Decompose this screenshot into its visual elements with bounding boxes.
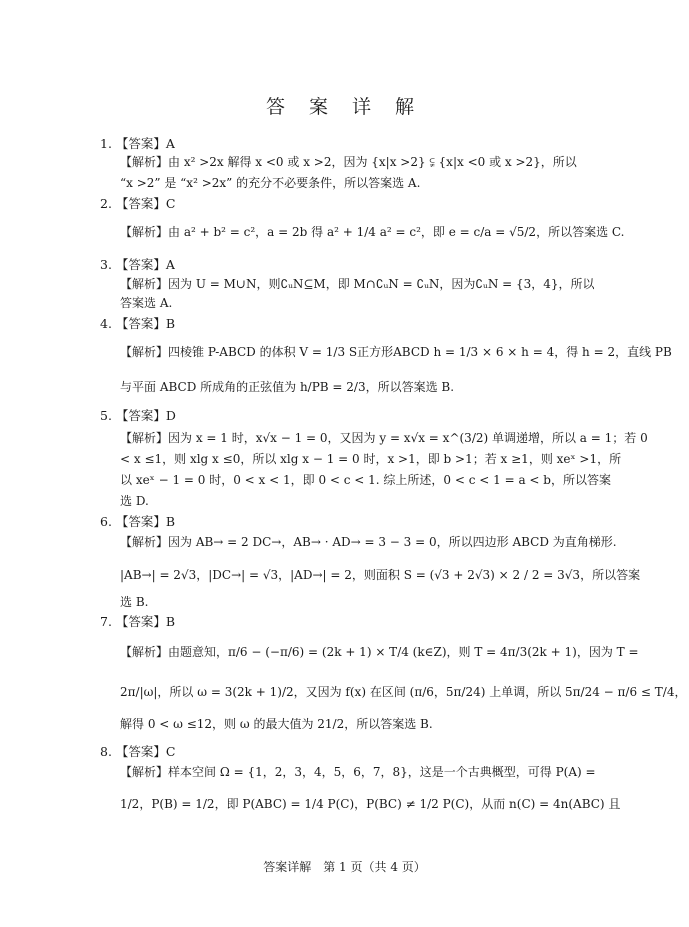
page-title: 答 案 详 解 <box>265 96 424 118</box>
answer-label: 【答案】A <box>115 136 175 151</box>
q1-explanation-line-2: “x >2” 是 “x² >2x” 的充分不必要条件，所以答案选 A. <box>120 176 421 190</box>
question-number: 8. <box>100 744 112 759</box>
question-number: 1. <box>100 136 112 151</box>
q5-explanation-line-1: 【解析】因为 x = 1 时，x√x − 1 = 0，又因为 y = x√x = x^(3/2) 单调递增，所以 a = 1；若 0 <box>120 431 648 445</box>
q3-explanation-line-1: 【解析】因为 U = M∪N，则∁ᵤN⊆M，即 M∩∁ᵤN = ∁ᵤN，因为∁ᵤN = {3，4}，所以 <box>120 277 595 291</box>
question-2-answer <box>100 195 176 213</box>
answer-label: 【答案】C <box>115 196 176 211</box>
q1-explanation-line-1: 【解析】由 x² >2x 解得 x <0 或 x >2，因为 {x|x >2} ⫋ {x|x <0 或 x >2}，所以 <box>120 155 577 169</box>
question-number: 5. <box>100 408 112 423</box>
q7-explanation-line-3: 解得 0 < ω ≤12，则 ω 的最大值为 21/2，所以答案选 B. <box>120 717 433 731</box>
answer-label: 【答案】D <box>115 408 176 423</box>
question-number: 3. <box>100 257 112 272</box>
answer-label: 【答案】C <box>115 744 176 759</box>
q5-explanation-line-4: 选 D. <box>120 494 149 508</box>
question-number: 4. <box>100 316 112 331</box>
page-footer: 答案详解 第 1 页（共 4 页） <box>263 860 426 874</box>
q3-explanation-line-2: 答案选 A. <box>120 296 173 310</box>
question-number: 6. <box>100 514 112 529</box>
question-5-answer <box>100 407 176 425</box>
q5-explanation-line-3: 以 xeˣ − 1 = 0 时，0 < x < 1，即 0 < c < 1. 综上所述，0 < c < 1 = a < b，所以答案 <box>120 473 611 487</box>
answer-label: 【答案】B <box>115 316 176 331</box>
question-number: 2. <box>100 196 112 211</box>
question-3-answer <box>100 256 175 274</box>
q2-explanation-line-1: 【解析】由 a² + b² = c²，a = 2b 得 a² + 1/4 a² = c²，即 e = c/a = √5/2，所以答案选 C. <box>120 225 625 239</box>
question-1-answer <box>100 135 175 153</box>
q4-explanation-line-2: 与平面 ABCD 所成角的正弦值为 h/PB = 2/3，所以答案选 B. <box>120 380 455 394</box>
question-6-answer <box>100 513 175 531</box>
q8-explanation-line-1: 【解析】样本空间 Ω = {1，2，3，4，5，6，7，8}，这是一个古典概型，可得 P(A) = <box>120 765 596 779</box>
q5-explanation-line-2: < x ≤1，则 xlg x ≤0，所以 xlg x − 1 = 0 时，x >1，即 b >1；若 x ≥1，则 xeˣ >1，所 <box>120 452 622 466</box>
q6-explanation-line-2: |AB→| = 2√3，|DC→| = √3，|AD→| = 2，则面积 S = (√3 + 2√3) × 2 / 2 = 3√3，所以答案 <box>120 568 641 582</box>
question-7-answer <box>100 613 175 631</box>
q6-explanation-line-1: 【解析】因为 AB→ = 2 DC→，AB→ · AD→ = 3 − 3 = 0，所以四边形 ABCD 为直角梯形. <box>120 535 617 549</box>
answer-label: 【答案】B <box>115 614 176 629</box>
q4-explanation-line-1: 【解析】四棱锥 P-ABCD 的体积 V = 1/3 S正方形ABCD h = 1/3 × 6 × h = 4，得 h = 2，直线 PB <box>120 345 672 359</box>
q8-explanation-line-2: 1/2，P(B) = 1/2，即 P(ABC) = 1/4 P(C)，P(BC) ≠ 1/2 P(C)，从而 n(C) = 4n(ABC) 且 <box>120 797 621 811</box>
question-4-answer <box>100 315 175 333</box>
question-number: 7. <box>100 614 112 629</box>
q6-explanation-line-3: 选 B. <box>120 595 149 609</box>
question-8-answer <box>100 743 176 761</box>
q7-explanation-line-1: 【解析】由题意知，π/6 − (−π/6) = (2k + 1) × T/4 (k∈Z)，则 T = 4π/3(2k + 1)，因为 T = <box>120 645 639 659</box>
answer-label: 【答案】A <box>115 257 175 272</box>
q7-explanation-line-2: 2π/|ω|，所以 ω = 3(2k + 1)/2，又因为 f(x) 在区间 (π/6，5π/24) 上单调，所以 5π/24 − π/6 ≤ T/4， <box>120 685 687 699</box>
answer-label: 【答案】B <box>115 514 176 529</box>
